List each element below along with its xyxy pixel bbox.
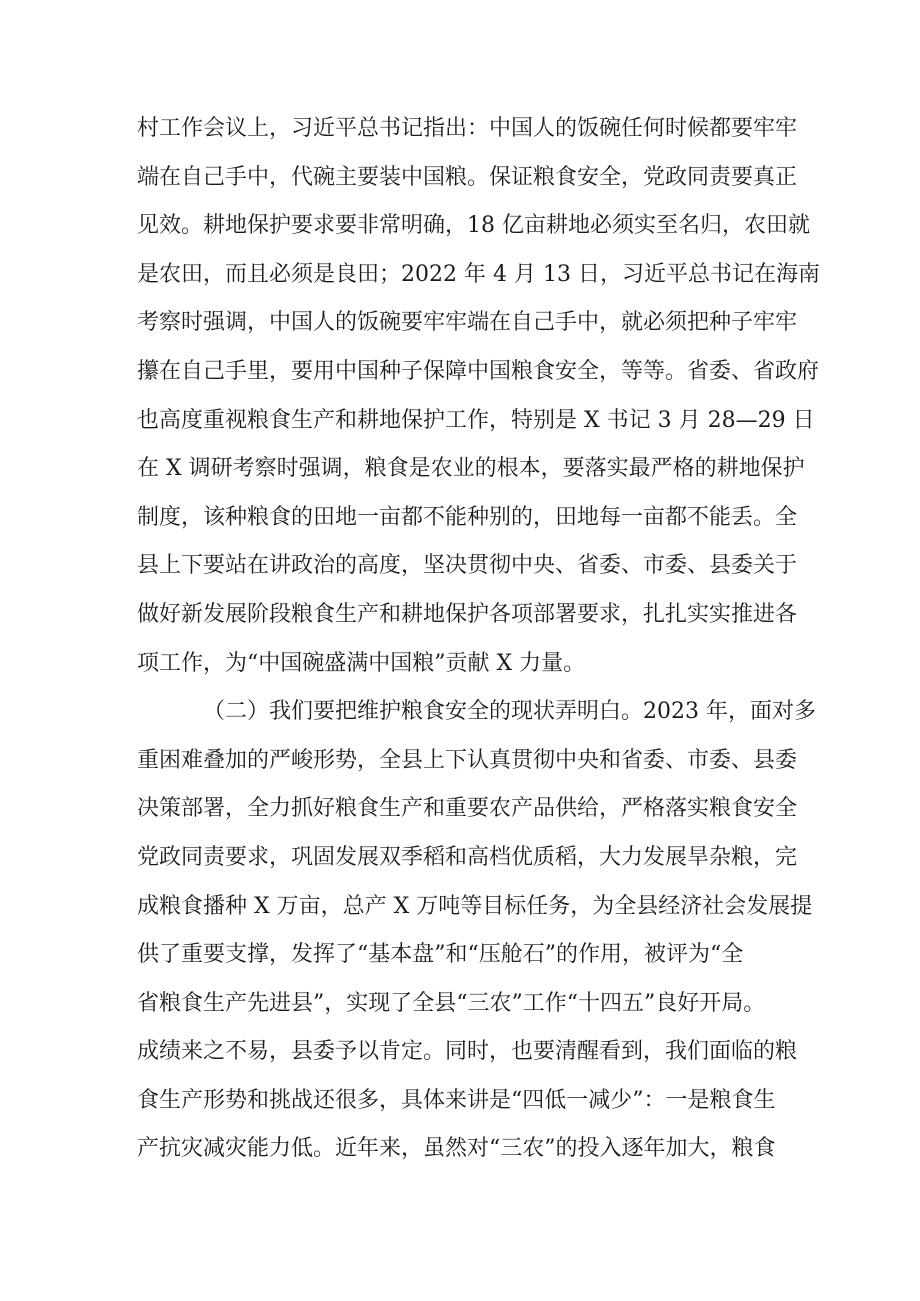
text-line: 考察时强调，中国人的饭碗要牢牢端在自己手中，就必须把种子牢牢 [137,310,798,336]
text-line: 在 X 调研考察时强调，粮食是农业的根本，要落实最严格的耕地保护 [137,456,805,482]
text-line: 攥在自己手里，要用中国种子保障中国粮食安全，等等。省委、省政府 [137,358,820,384]
text-line: 省粮食生产先进县”，实现了全县“三农”工作“十四五”良好开局。 [137,990,766,1016]
text-line: 制度，该种粮食的田地一亩都不能种别的，田地每一亩都不能丢。全 [137,504,798,530]
text-line: 成粮食播种 X 万亩，总产 X 万吨等目标任务，为全县经济社会发展提 [137,893,813,919]
text-line: 是农田，而且必须是良田；2022 年 4 月 13 日，习近平总书记在海南 [137,261,820,287]
text-line: 项工作，为“中国碗盛满中国粮”贡献 X 力量。 [137,650,586,676]
text-line: 见效。耕地保护要求要非常明确，18 亿亩耕地必须实至名归，农田就 [137,213,810,239]
text-line: 村工作会议上，习近平总书记指出：中国人的饭碗任何时候都要牢牢 [137,116,798,141]
text-line: （二）我们要把维护粮食安全的现状弄明白。2023 年，面对多 [203,699,816,725]
text-line: 决策部署，全力抓好粮食生产和重要农产品供给，严格落实粮食安全 [137,796,798,822]
text-line: 也高度重视粮食生产和耕地保护工作，特别是 X 书记 3 月 28—29 日 [137,407,815,433]
text-line: 党政同责要求，巩固发展双季稻和高档优质稻，大力发展旱杂粮，完 [137,844,798,870]
paragraph-1 [137,105,820,688]
text-line: 产抗灾减灾能力低。近年来，虽然对“三农”的投入逐年加大，粮食 [137,1136,776,1162]
text-line: 县上下要站在讲政治的高度，坚决贯彻中央、省委、市委、县委关于 [137,553,798,579]
text-line: 做好新发展阶段粮食生产和耕地保护各项部署要求，扎扎实实推进各 [137,601,798,627]
text-line: 食生产形势和挑战还很多，具体来讲是“四低一减少”：一是粮食生 [137,1087,776,1113]
text-line: 端在自己手中，代碗主要装中国粮。保证粮食安全，党政同责要真正 [137,164,798,190]
text-line: 成绩来之不易，县委予以肯定。同时，也要清醒看到，我们面临的粮 [137,1039,798,1065]
text-line: 重困难叠加的严峻形势，全县上下认真贯彻中央和省委、市委、县委 [137,747,798,773]
paragraph-2 [137,688,816,1174]
document-body [137,105,820,1174]
text-line: 供了重要支撑，发挥了“基本盘”和“压舱石”的作用，被评为“全 [137,942,744,968]
